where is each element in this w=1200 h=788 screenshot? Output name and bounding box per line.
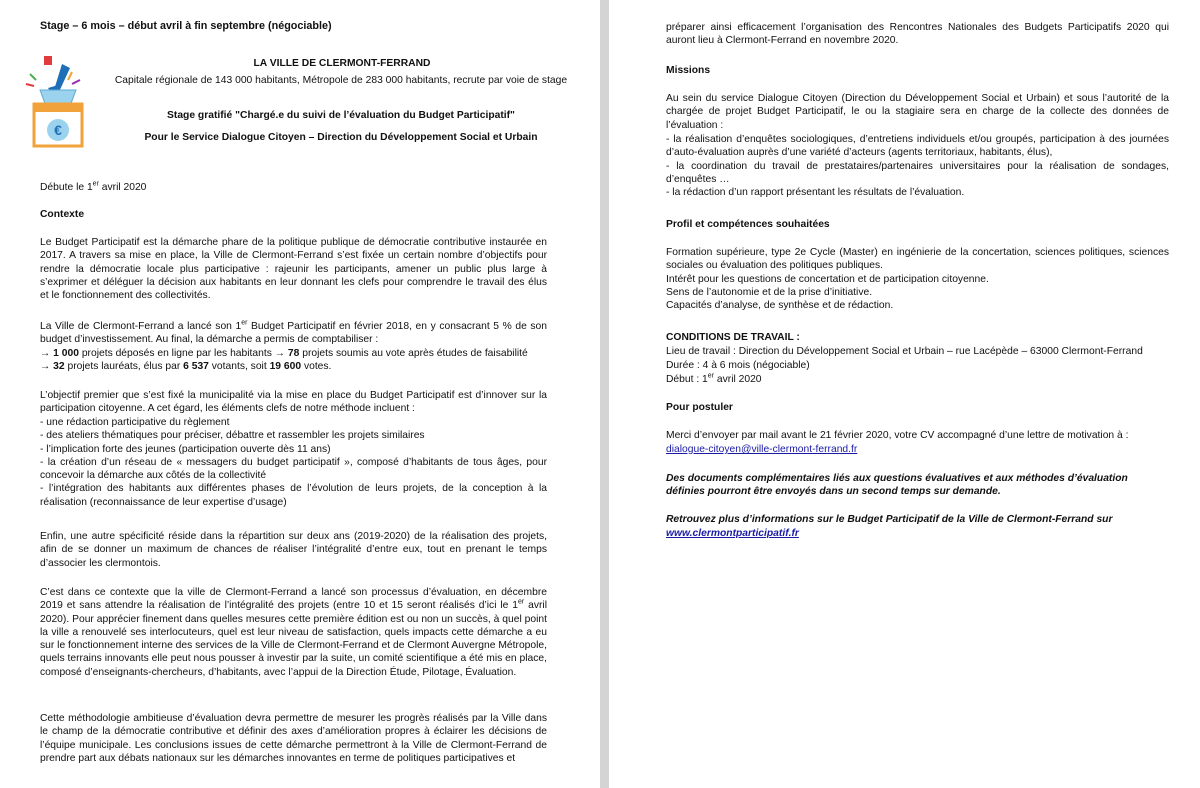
stat-voters: 6 537	[183, 361, 209, 372]
contexte-paragraph-5	[40, 586, 547, 679]
context-continuation: préparer ainsi efficacement l’organisation des Rencontres Nationales des Budgets Participatifs 2020 qui auront lieu à Clermont-Ferrand en novembre 2020.	[666, 22, 1169, 47]
list-item: - la coordination du travail de prestataires/partenaires universitaires pour la réalisation de sondages, d’enquêtes …	[666, 160, 1169, 185]
missions-heading: Missions	[666, 65, 711, 76]
service-title: Pour le Service Dialogue Citoyen – Direction du Développement Social et Urbain	[144, 132, 538, 143]
list-item: - l’intégration des habitants aux différentes phases de l’évolution de leurs projets, de la conception à la réalisation (reconnaissance de leur expertise d’usage)	[40, 483, 547, 508]
arrow-icon: →	[40, 361, 54, 372]
stat-projects-winners: 32	[53, 361, 65, 372]
email-link[interactable]: dialogue-citoyen@ville-clermont-ferrand.fr	[666, 444, 858, 455]
missions-list	[666, 133, 1169, 199]
document-page-right	[609, 0, 1200, 788]
arrow-icon: →	[274, 348, 288, 359]
stat-text: projets déposés en ligne par les habitants	[78, 348, 275, 359]
profil-line: Capacités d’analyse, de synthèse et de rédaction.	[666, 300, 894, 312]
list-item: - des ateliers thématiques pour préciser, débattre et rassembler les projets similaires	[40, 430, 425, 442]
para2-text-a: La Ville de Clermont-Ferrand a lancé son 1	[40, 321, 242, 332]
website-link[interactable]: www.clermontparticipatif.fr	[666, 528, 799, 539]
contexte-paragraph-1: Le Budget Participatif est la démarche phare de la politique publique de démocratie contributive instaurée en 2017. A travers sa mise en place, la Ville de Clermont-Ferrand s’est fixée un certain nombre d’objectifs pour rendre la démocratie locale plus participative : rajeunir les participants, amener un public plus large à s’exprimer et déléguer la décision aux habitants en leur donnant les clefs pour comprendre le travail des élus et le fonctionnement des collectivités.	[40, 237, 547, 302]
stat-projects-voted: 78	[287, 348, 300, 359]
contexte-paragraph-6: Cette méthodologie ambitieuse d’évaluation devra permettre de mesurer les progrès réalisés par la Ville dans le champ de la démocratie contributive et définir des axes d’amélioration propres à éclairer les décisions de l’équipe municipale. Les conclusions issues de cette démarche permettront à la Ville de Clermont-Ferrand de prendre part aux débats nationaux sur les démarches innovantes en terme de politiques participatives et	[40, 713, 547, 764]
documents-note: Des documents complémentaires liés aux questions évaluatives et aux méthodes d’évaluation définies pourront être envoyés dans un second temps sur demande.	[666, 473, 1128, 498]
profil-line: Formation supérieure, type 2e Cycle (Master) en ingénierie de la concertation, sciences politiques, sciences sociales ou évaluation des politiques publiques.	[666, 247, 1169, 272]
more-info-text: Retrouvez plus d’informations sur le Budget Participatif de la Ville de Clermont-Ferrand sur	[666, 514, 1113, 525]
city-name: LA VILLE DE CLERMONT-FERRAND	[253, 58, 431, 69]
method-list	[40, 416, 547, 509]
contexte-paragraph-2	[40, 320, 547, 347]
conditions-location: Lieu de travail : Direction du Développement Social et Urbain – rue Lacépède – 63000 Clermont-Ferrand	[666, 346, 1143, 357]
website-paragraph	[666, 527, 799, 540]
list-item: - la réalisation d’enquêtes sociologiques, d’entretiens individuels et/ou groupés, participation à des journées d’auto-évaluation auprès d’une variété d’acteurs (agents territoriaux, habitants, élus),	[666, 134, 1169, 159]
missions-intro: Au sein du service Dialogue Citoyen (Direction du Développement Social et Urbain) et sous l’autorité de la chargée de projet Budget Participatif, le ou la stagiaire sera en charge de la collecte des données de l’évaluation :	[666, 93, 1169, 131]
conditions-heading: CONDITIONS DE TRAVAIL :	[666, 332, 800, 343]
stat-projects-submitted: 1 000	[53, 348, 79, 359]
para2-sup: er	[241, 319, 248, 327]
ballot-card-icon	[44, 56, 52, 65]
stat-votes: 19 600	[269, 361, 302, 372]
stat-text: projets lauréats, élus par	[64, 361, 184, 372]
start-date-sup: er	[92, 180, 99, 188]
profil-section	[666, 246, 1169, 312]
city-subtitle: Capitale régionale de 143 000 habitants, Métropole de 283 000 habitants, recrute par voie de stage	[114, 75, 568, 86]
para2-text-b: Budget Participatif en février 2018, en y consacrant 5 % de son budget d’investissement. Au final, la démarche a permis de comptabiliser :	[40, 321, 547, 346]
list-item: - l’implication forte des jeunes (participation ouverte dès 11 ans)	[40, 443, 331, 455]
ballot-box-icon	[22, 54, 92, 152]
stage-title: Stage gratifié "Chargé.e du suivi de l’évaluation du Budget Participatif"	[167, 110, 515, 121]
list-item: - la rédaction d’un rapport présentant les résultats de l’évaluation.	[666, 187, 965, 199]
list-item: - la création d’un réseau de « messagers du budget participatif », composé d’habitants de tous âges, pour concevoir la démarche aux côtés de la collectivité	[40, 456, 547, 482]
profil-heading: Profil et compétences souhaitées	[666, 219, 830, 230]
contexte-paragraph-4: Enfin, une autre spécificité réside dans la répartition sur deux ans (2019-2020) de la réalisation des projets, afin de se donner un maximum de chances de réaliser l’intégralité d’entre eux, tout en prenant le temps d’associer les clermontois.	[40, 531, 547, 569]
contexte-heading: Contexte	[40, 209, 85, 220]
para5-text-a: C’est dans ce contexte que la ville de Clermont-Ferrand a lancé son processus d’évaluation, en décembre 2019 et sans attendre la réalisation de l’intégralité des projets (entre 10 et 15 seront réalisés d’ici le 1	[40, 587, 547, 612]
contexte-paragraph-3: L’objectif premier que s’est fixé la municipalité via la mise en place du Budget Participatif est d’innover sur la participation citoyenne. A cet égard, les éléments clefs de notre méthode incluent :	[40, 390, 547, 415]
conditions-start-text: Début : 1	[666, 374, 708, 385]
list-item: - une rédaction participative du règlement	[40, 417, 230, 428]
postuler-heading: Pour postuler	[666, 402, 733, 413]
budget-participatif-logo	[22, 54, 92, 152]
internship-duration-title: Stage – 6 mois – début avril à fin septembre (négociable)	[40, 20, 332, 32]
email-paragraph	[666, 443, 857, 456]
para5-text-b: avril 2020). Pour apprécier finement dans quelles mesures cette première édition est ou non un succès, à quel point la ville a renouvelé ses interlocuteurs, quel est leur niveau de satisfaction, quels impacts cette démarche a eu sur le fonctionnement interne des services de la Ville de Clermont-Ferrand et de Clermont Auvergne Métropole, quels terrains innovants elle peut nous pousser à investir par la suite, un comité scientifique a été mis en place, composé d’enseignants-chercheurs, d’habitants, avec l’appui de la Direction Étude, Pilotage, Évaluation.	[40, 600, 547, 678]
stat-text: votants, soit	[208, 361, 270, 372]
stat-line-2	[40, 360, 331, 373]
page-gutter	[600, 0, 609, 788]
euro-symbol: €	[54, 122, 62, 138]
conditions-start-suffix: avril 2020	[714, 374, 762, 385]
conditions-start	[666, 373, 762, 386]
start-date-suffix: avril 2020	[98, 182, 147, 193]
profil-line: Sens de l’autonomie et de la prise d’initiative.	[666, 286, 873, 298]
conditions-start-sup: er	[707, 372, 715, 380]
stat-line-1	[40, 347, 528, 360]
postuler-text: Merci d’envoyer par mail avant le 21 février 2020, votre CV accompagné d’une lettre de motivation à :	[666, 430, 1129, 441]
stat-text: projets soumis au vote après études de faisabilité	[299, 348, 528, 359]
stat-text: votes.	[301, 361, 332, 372]
start-date	[40, 181, 146, 194]
arrow-icon: →	[40, 348, 54, 359]
conditions-duration: Durée : 4 à 6 mois (négociable)	[666, 360, 810, 371]
profil-line: Intérêt pour les questions de concertation et de participation citoyenne.	[666, 273, 989, 285]
start-date-text: Débute le 1	[40, 182, 93, 193]
para5-sup: er	[518, 598, 525, 606]
